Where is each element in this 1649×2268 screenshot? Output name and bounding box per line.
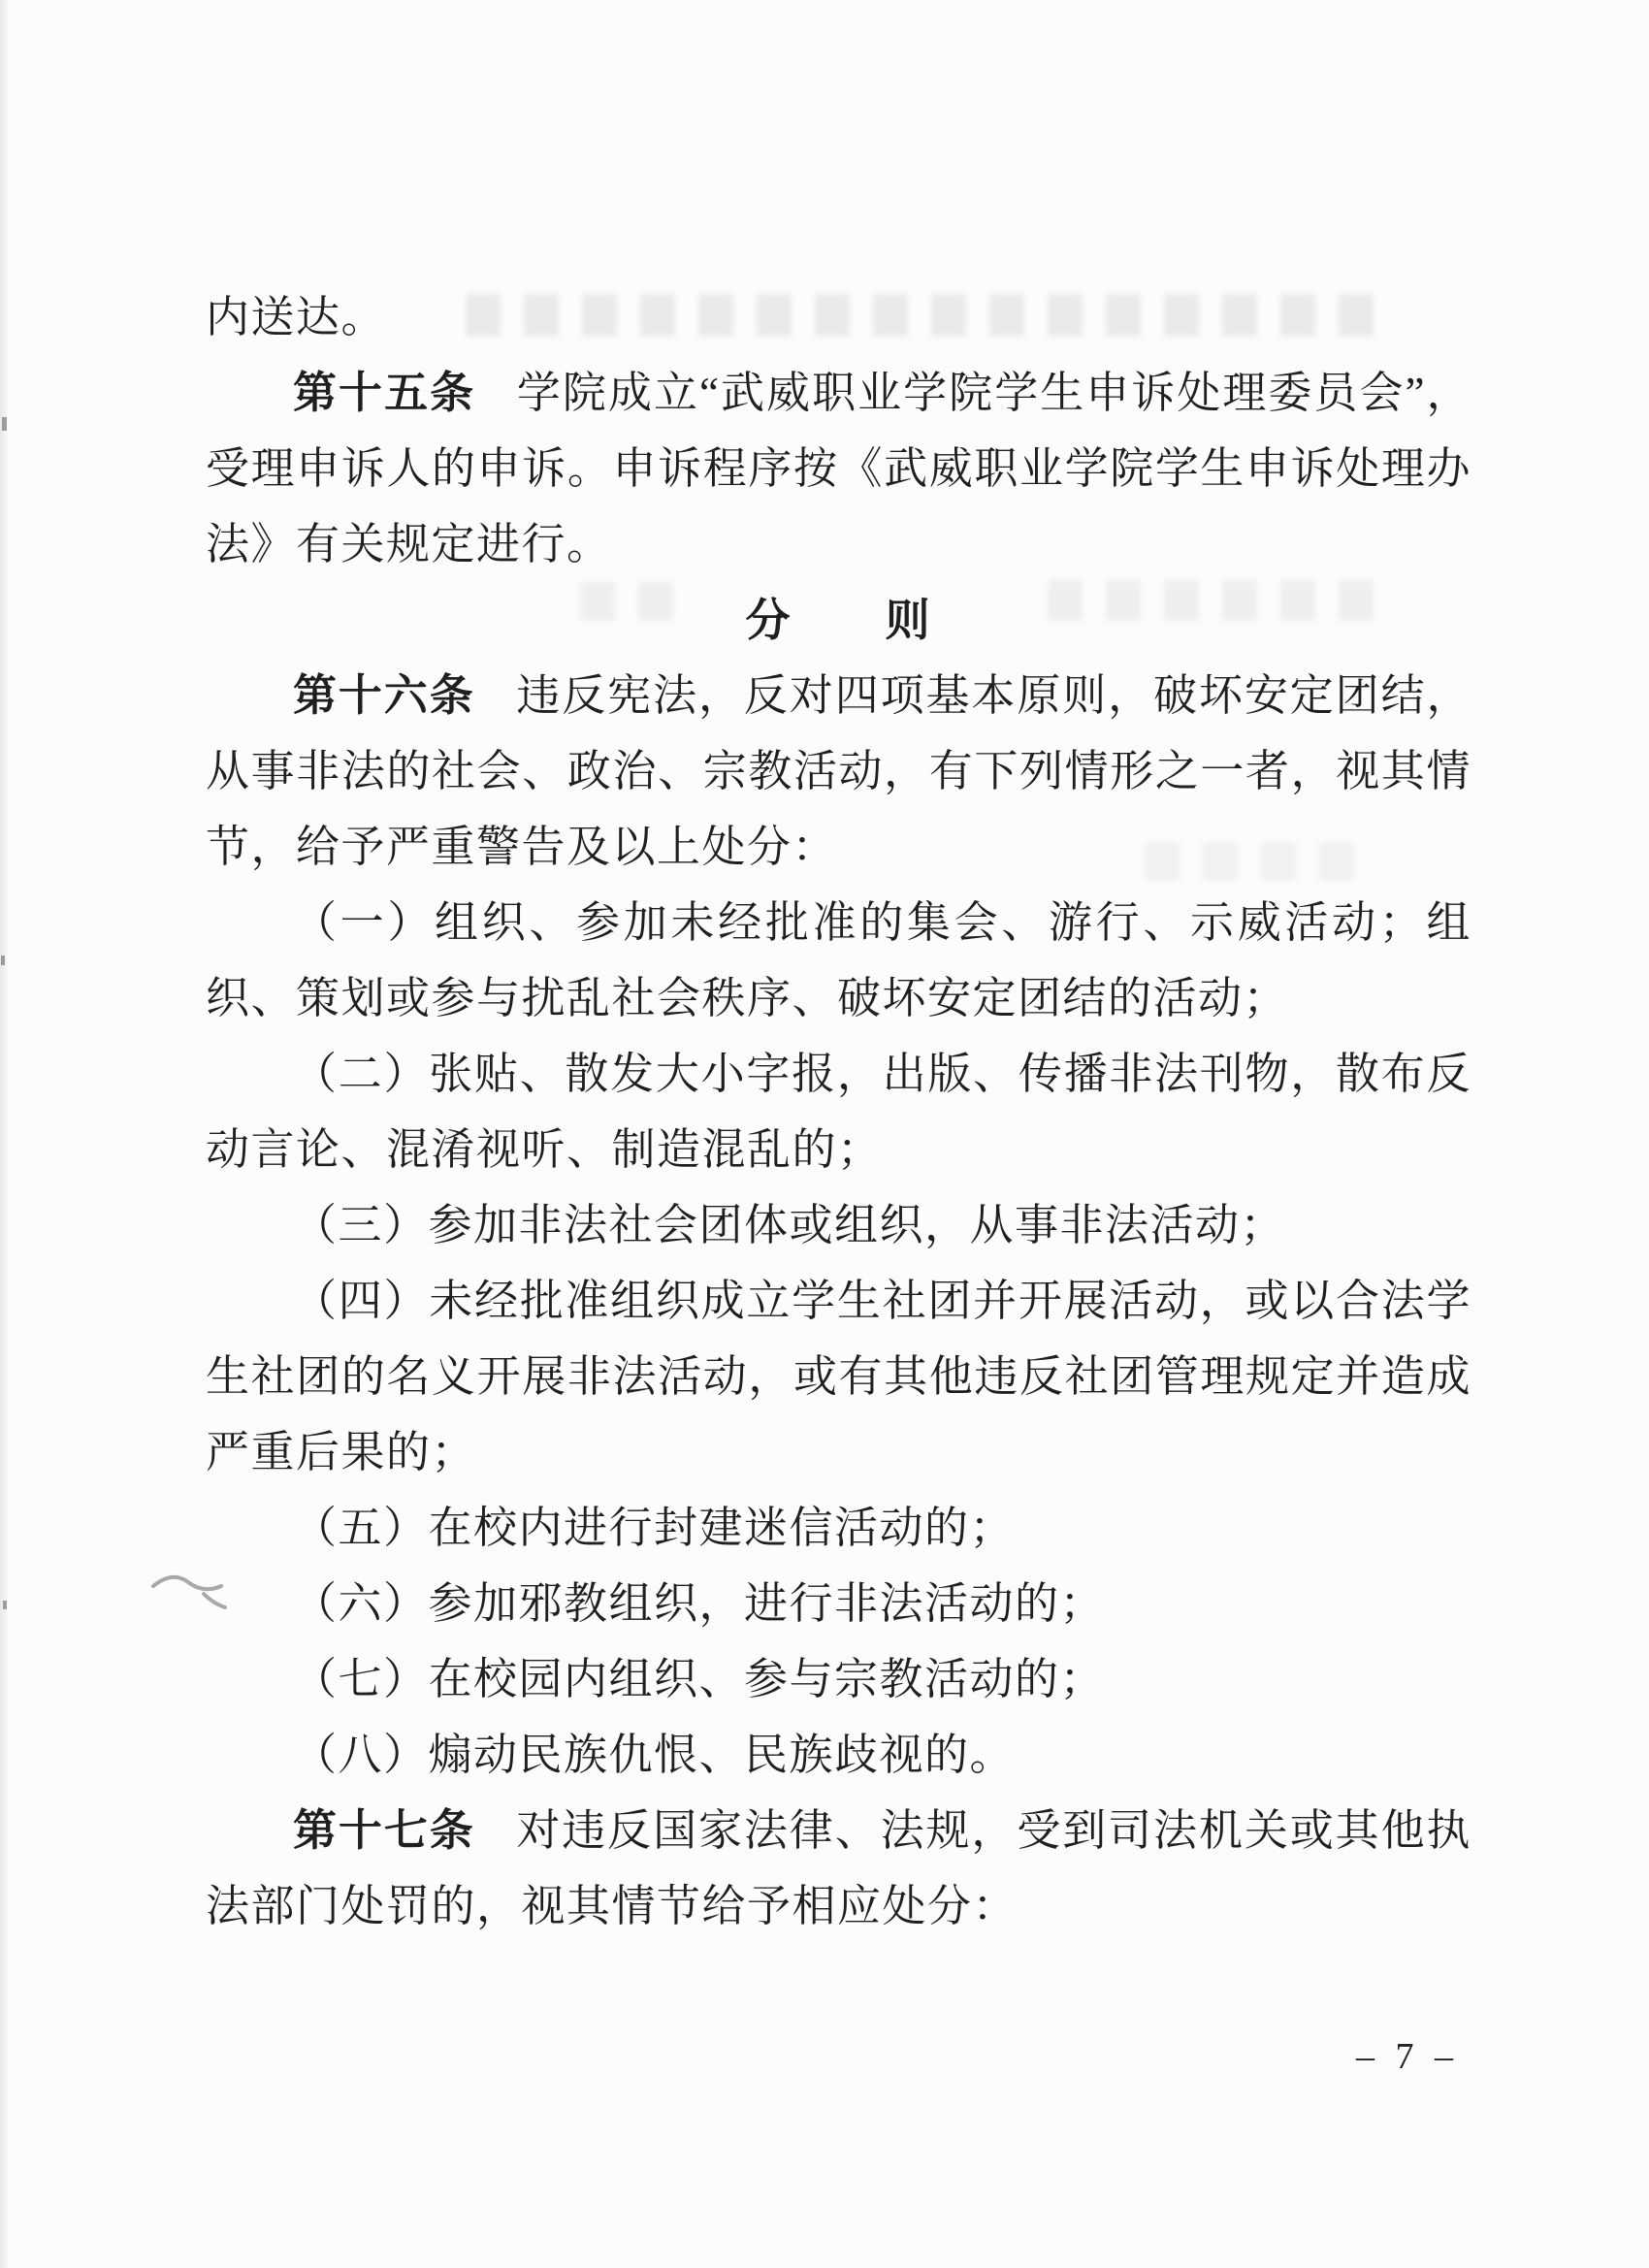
item-4	[206, 1263, 1471, 1490]
scan-edge-shading	[0, 0, 10, 2268]
item-7	[206, 1641, 1471, 1717]
item-text: （六）参加邪教组织，进行非法活动的；	[293, 1579, 1106, 1628]
item-2	[206, 1036, 1471, 1187]
article-text: 对违反国家法律、法规，受到司法机关或其他执法部门处罚的，视其情节给予相应处分：	[206, 1806, 1471, 1930]
article-15	[206, 355, 1471, 582]
item-text: （一）组织、参加未经批准的集会、游行、示威活动；组织、策划或参与扰乱社会秩序、破坏安定团结的活动；	[206, 898, 1471, 1022]
item-text: （三）参加非法社会团体或组织，从事非法活动；	[293, 1201, 1286, 1249]
article-number: 第十六条	[293, 670, 475, 720]
item-text: （五）在校内进行封建迷信活动的；	[293, 1504, 1016, 1552]
item-8	[206, 1717, 1471, 1793]
article-16	[206, 658, 1471, 885]
page-number: – 7 –	[1356, 2036, 1459, 2077]
item-text: （七）在校园内组织、参与宗教活动的；	[293, 1655, 1106, 1703]
paragraph-continuation	[206, 279, 1471, 355]
item-text: （二）张贴、散发大小字报，出版、传播非法刊物，散布反动言论、混淆视听、制造混乱的；	[206, 1050, 1471, 1174]
paragraph-text: 内送达。	[206, 293, 387, 341]
item-5	[206, 1490, 1471, 1566]
article-number: 第十七条	[293, 1805, 475, 1855]
article-text: 学院成立“武威职业学院学生申诉处理委员会”，受理申诉人的申诉。申诉程序按《武威职业学院学生申诉处理办法》有关规定进行。	[206, 369, 1471, 568]
scan-speck	[1, 956, 5, 965]
article-number: 第十五条	[293, 368, 476, 417]
document-body	[206, 279, 1471, 1944]
item-3	[206, 1187, 1471, 1263]
article-17	[206, 1793, 1471, 1944]
article-text: 违反宪法，反对四项基本原则，破坏安定团结，从事非法的社会、政治、宗教活动，有下列情形之一者，视其情节，给予严重警告及以上处分：	[206, 671, 1471, 871]
scan-speck	[2, 417, 7, 431]
item-text: （四）未经批准组织成立学生社团并开展活动，或以合法学生社团的名义开展非法活动，或有其他违反社团管理规定并造成严重后果的；	[206, 1277, 1471, 1476]
item-6	[206, 1566, 1471, 1641]
item-text: （八）煽动民族仇恨、民族歧视的。	[293, 1731, 1016, 1779]
section-heading: 分 则	[745, 595, 932, 645]
item-1	[206, 885, 1471, 1036]
scan-speck	[3, 1601, 7, 1609]
